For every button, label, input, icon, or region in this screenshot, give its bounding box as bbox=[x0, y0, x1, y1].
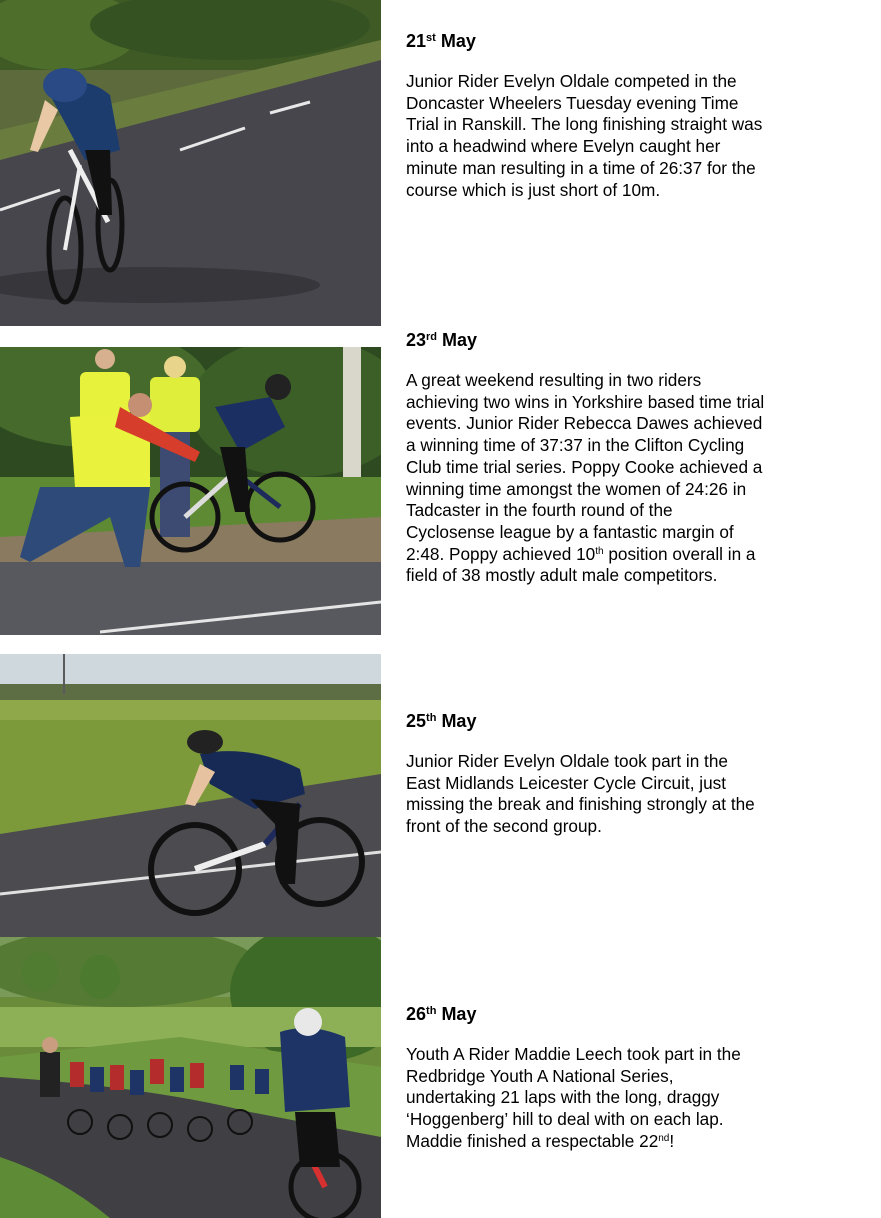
photo-leicester-circuit bbox=[0, 654, 381, 937]
photo-redbridge-youth-race-image bbox=[0, 937, 381, 1218]
entry-text-superscript: th bbox=[595, 545, 604, 557]
entry-text-part-b: position overall in a field of 38 mostly adult male competitors. bbox=[406, 543, 756, 586]
entry-text bbox=[406, 370, 766, 587]
entry-date bbox=[406, 1003, 766, 1025]
photo-time-trial-ranskill bbox=[0, 0, 381, 326]
entry-text bbox=[406, 1044, 766, 1153]
entry-25-may bbox=[406, 710, 766, 838]
date-month: May bbox=[441, 711, 477, 731]
photo-clifton-time-trial-start-image bbox=[0, 347, 381, 635]
entry-text-part-b: ! bbox=[669, 1130, 675, 1151]
entry-date bbox=[406, 329, 766, 351]
date-suffix: th bbox=[426, 1005, 437, 1017]
photo-clifton-time-trial-start bbox=[0, 347, 381, 635]
entry-23-may bbox=[406, 329, 766, 587]
date-month: May bbox=[442, 330, 478, 350]
date-day: 25 bbox=[406, 711, 427, 731]
date-suffix: th bbox=[426, 712, 437, 724]
photo-leicester-circuit-image bbox=[0, 654, 381, 937]
date-suffix: st bbox=[426, 32, 436, 44]
date-month: May bbox=[441, 1004, 477, 1024]
entry-21-may bbox=[406, 30, 766, 201]
entry-26-may bbox=[406, 1003, 766, 1153]
date-day: 21 bbox=[406, 31, 427, 51]
photo-time-trial-ranskill-image bbox=[0, 0, 381, 326]
entry-date bbox=[406, 30, 766, 52]
date-month: May bbox=[440, 31, 476, 51]
entry-text-part-a: Youth A Rider Maddie Leech took part in the Redbridge Youth A National Series, undertaking 21 laps with the long, draggy ‘Hoggenberg’ hill to deal with on each lap. Maddie finished a respectable 22 bbox=[406, 1044, 741, 1151]
entry-text-superscript: nd bbox=[658, 1132, 670, 1144]
date-day: 23 bbox=[406, 330, 427, 350]
photo-redbridge-youth-race bbox=[0, 937, 381, 1218]
entry-text: Junior Rider Evelyn Oldale took part in the East Midlands Leicester Cycle Circuit, just missing the break and finishing strongly at the front of the second group. bbox=[406, 751, 755, 837]
date-suffix: rd bbox=[426, 331, 438, 343]
entry-date bbox=[406, 710, 766, 732]
date-day: 26 bbox=[406, 1004, 427, 1024]
entry-text-part-a: A great weekend resulting in two riders achieving two wins in Yorkshire based time trial events. Junior Rider Rebecca Dawes achieved a winning time of 37:37 in the Clifton Cycling Club time trial series. Poppy Cooke achieved a winning time amongst the women of 24:26 in Tadcaster in the fourth round of the Cyclosense league by a fantastic margin of 2:48. Poppy achieved 10 bbox=[406, 370, 765, 564]
entry-text: Junior Rider Evelyn Oldale competed in the Doncaster Wheelers Tuesday evening Time Trial in Ranskill. The long finishing straight was into a headwind where Evelyn caught her minute man resulting in a time of 26:37 for the course which is just short of 10m. bbox=[406, 71, 763, 200]
